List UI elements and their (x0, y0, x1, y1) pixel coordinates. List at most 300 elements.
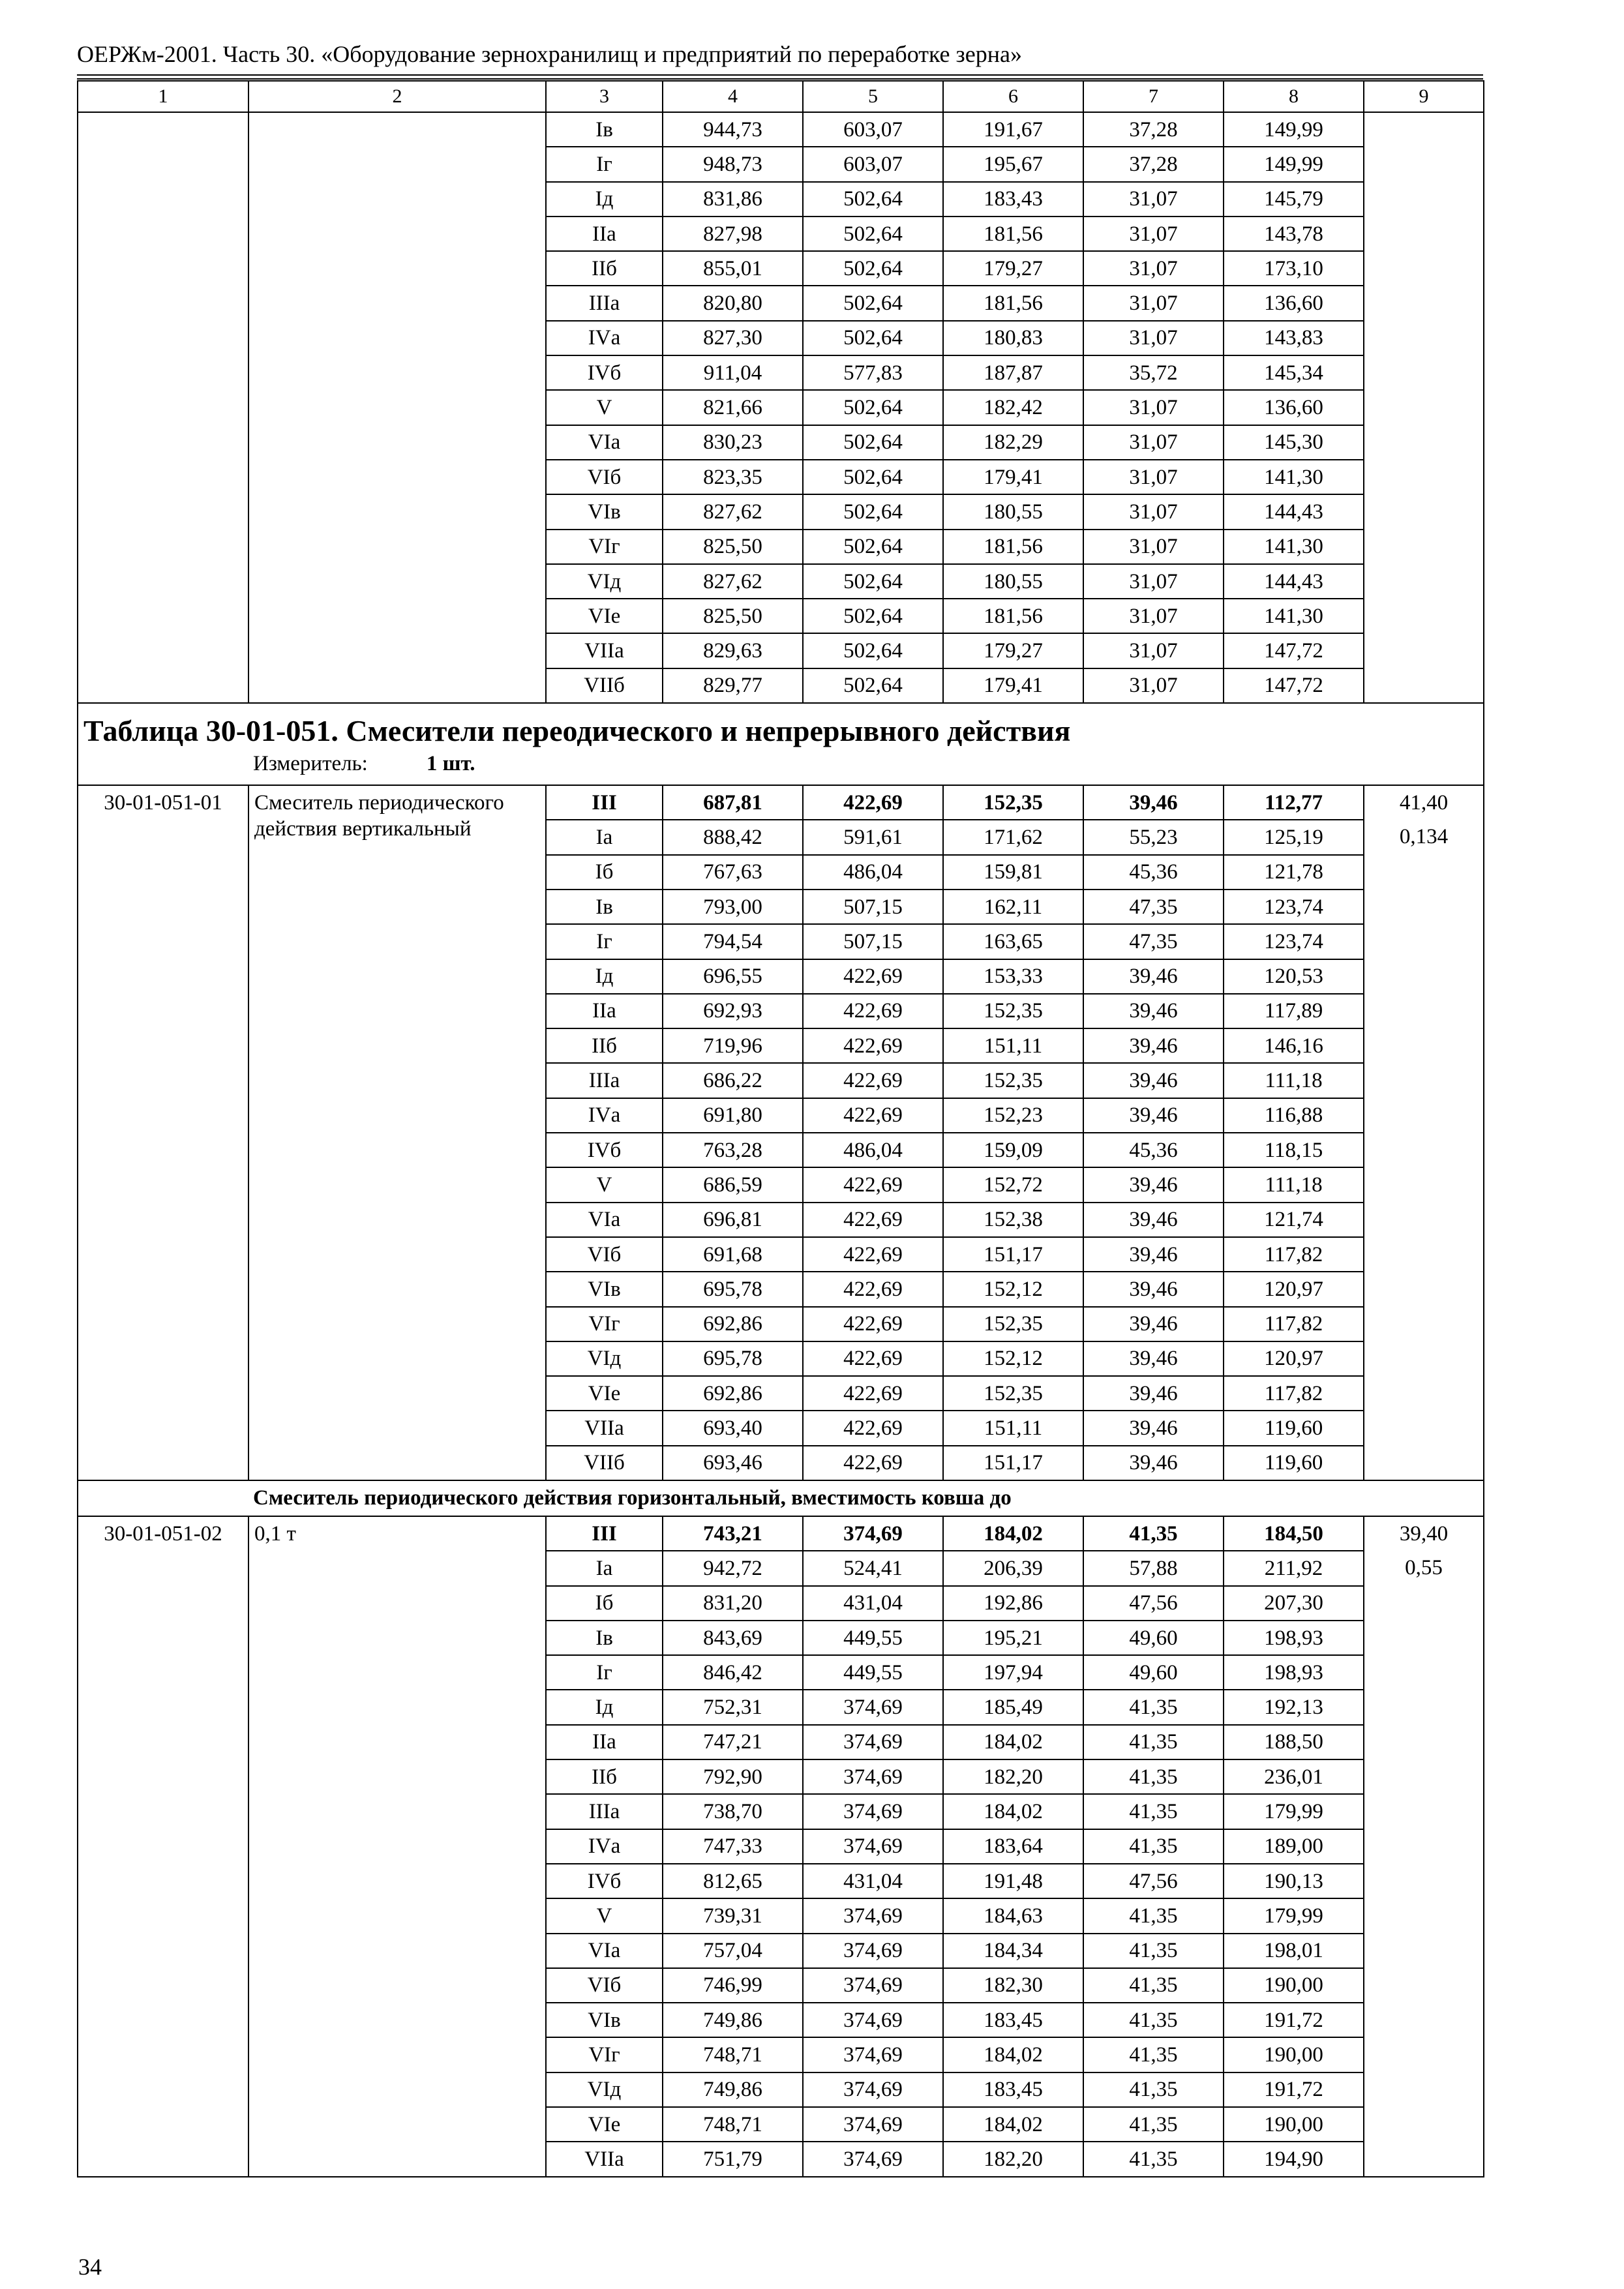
zone-cell: V (546, 390, 663, 425)
zone-cell: Iа (546, 820, 663, 854)
value-cell: 152,35 (943, 994, 1083, 1028)
value-cell: 763,28 (663, 1133, 803, 1167)
value-cell: 374,69 (803, 2142, 943, 2176)
zone-cell: VIг (546, 2037, 663, 2072)
value-cell: 117,82 (1224, 1237, 1364, 1272)
value-cell: 422,69 (803, 785, 943, 820)
value-cell: 119,60 (1224, 1411, 1364, 1445)
value-cell: 35,72 (1083, 355, 1224, 390)
value-cell: 180,83 (943, 321, 1083, 355)
value-cell: 151,11 (943, 1028, 1083, 1063)
value-cell: 152,35 (943, 785, 1083, 820)
value-cell: 41,35 (1083, 1759, 1224, 1794)
value-cell: 39,46 (1083, 1063, 1224, 1098)
value-cell: 422,69 (803, 1376, 943, 1411)
value-cell: 151,17 (943, 1237, 1083, 1272)
value-cell: 41,35 (1083, 1829, 1224, 1864)
value-cell: 152,35 (943, 1376, 1083, 1411)
value-cell: 843,69 (663, 1621, 803, 1655)
table-row (78, 112, 1484, 147)
value-cell: 749,86 (663, 2003, 803, 2037)
zone-cell: VIа (546, 425, 663, 460)
value-cell: 502,64 (803, 530, 943, 564)
value-cell: 696,55 (663, 959, 803, 994)
zone-cell: VIIб (546, 668, 663, 703)
zone-cell: IVа (546, 1098, 663, 1133)
value-cell: 31,07 (1083, 530, 1224, 564)
value-cell: 827,62 (663, 564, 803, 599)
value-cell: 152,12 (943, 1341, 1083, 1376)
value-cell: 117,89 (1224, 994, 1364, 1028)
zone-cell: VIIа (546, 2142, 663, 2176)
value-cell: 793,00 (663, 890, 803, 924)
zone-cell: III (546, 1516, 663, 1551)
value-cell: 911,04 (663, 355, 803, 390)
value-cell: 748,71 (663, 2107, 803, 2142)
value-cell: 39,46 (1083, 1272, 1224, 1306)
zone-cell: VIIа (546, 1411, 663, 1445)
value-cell: 31,07 (1083, 390, 1224, 425)
value-cell: 145,34 (1224, 355, 1364, 390)
value-cell: 502,64 (803, 460, 943, 494)
value-cell: 184,34 (943, 1934, 1083, 1968)
value-cell: 41,35 (1083, 2072, 1224, 2107)
value-cell: 206,39 (943, 1551, 1083, 1585)
value-cell: 182,29 (943, 425, 1083, 460)
zone-cell: VIб (546, 1968, 663, 2003)
value-cell: 422,69 (803, 1237, 943, 1272)
value-cell: 825,50 (663, 530, 803, 564)
value-cell: 143,83 (1224, 321, 1364, 355)
zone-cell: VIд (546, 1341, 663, 1376)
value-cell: 47,56 (1083, 1864, 1224, 1898)
value-cell: 374,69 (803, 2072, 943, 2107)
value-cell: 449,55 (803, 1621, 943, 1655)
value-cell: 182,20 (943, 2142, 1083, 2176)
value-cell: 144,43 (1224, 564, 1364, 599)
zone-cell: VIа (546, 1203, 663, 1237)
value-cell: 181,56 (943, 599, 1083, 633)
value-cell: 577,83 (803, 355, 943, 390)
value-cell: 182,30 (943, 1968, 1083, 2003)
zone-cell: Iд (546, 182, 663, 217)
value-cell: 190,00 (1224, 2107, 1364, 2142)
value-cell: 184,02 (943, 2037, 1083, 2072)
value-cell: 431,04 (803, 1586, 943, 1621)
zone-cell: VIв (546, 494, 663, 529)
value-cell: 123,74 (1224, 924, 1364, 959)
value-cell: 123,74 (1224, 890, 1364, 924)
value-cell: 179,27 (943, 251, 1083, 286)
value-cell: 173,10 (1224, 251, 1364, 286)
value-cell: 184,02 (943, 2107, 1083, 2142)
value-cell: 111,18 (1224, 1063, 1364, 1098)
value-cell: 47,35 (1083, 924, 1224, 959)
value-cell: 502,64 (803, 321, 943, 355)
value-cell: 422,69 (803, 1063, 943, 1098)
value-cell: 821,66 (663, 390, 803, 425)
value-cell: 159,81 (943, 855, 1083, 890)
value-cell: 374,69 (803, 1934, 943, 1968)
value-cell: 184,02 (943, 1725, 1083, 1759)
zone-cell: IIIа (546, 1063, 663, 1098)
value-cell: 136,60 (1224, 390, 1364, 425)
value-cell: 747,33 (663, 1829, 803, 1864)
extra-cell: 0,134 (1364, 820, 1484, 1480)
value-cell: 39,46 (1083, 1341, 1224, 1376)
zone-cell: VIв (546, 1272, 663, 1306)
value-cell: 181,56 (943, 286, 1083, 320)
extra-cell: 39,40 (1364, 1516, 1484, 1551)
value-cell: 119,60 (1224, 1446, 1364, 1480)
value-cell: 39,46 (1083, 1237, 1224, 1272)
item-code: 30-01-051-02 (78, 1516, 248, 2177)
column-number: 1 (78, 81, 248, 112)
value-cell: 183,64 (943, 1829, 1083, 1864)
value-cell: 179,41 (943, 460, 1083, 494)
value-cell: 31,07 (1083, 564, 1224, 599)
zone-cell: IIб (546, 251, 663, 286)
measure-label: Измеритель: (253, 752, 368, 776)
zone-cell: Iд (546, 1690, 663, 1724)
value-cell: 692,86 (663, 1307, 803, 1341)
value-cell: 502,64 (803, 390, 943, 425)
value-cell: 31,07 (1083, 460, 1224, 494)
zone-cell: VIд (546, 564, 663, 599)
value-cell: 57,88 (1083, 1551, 1224, 1585)
value-cell: 41,35 (1083, 2107, 1224, 2142)
value-cell: 944,73 (663, 112, 803, 147)
value-cell: 422,69 (803, 1098, 943, 1133)
value-cell: 41,35 (1083, 1968, 1224, 2003)
item-code: 30-01-051-01 (78, 785, 248, 1480)
zone-cell: VIг (546, 1307, 663, 1341)
value-cell: 422,69 (803, 1446, 943, 1480)
value-cell: 747,21 (663, 1725, 803, 1759)
subheading: Смеситель периодического действия горизонтальный, вместимость ковша до (78, 1480, 1484, 1516)
value-cell: 145,79 (1224, 182, 1364, 217)
value-cell: 183,45 (943, 2003, 1083, 2037)
value-cell: 743,21 (663, 1516, 803, 1551)
zone-cell: VIг (546, 530, 663, 564)
value-cell: 524,41 (803, 1551, 943, 1585)
table-title-row (78, 703, 1484, 785)
value-cell: 812,65 (663, 1864, 803, 1898)
value-cell: 190,00 (1224, 2037, 1364, 2072)
value-cell: 686,22 (663, 1063, 803, 1098)
value-cell: 147,72 (1224, 633, 1364, 668)
value-cell: 767,63 (663, 855, 803, 890)
value-cell: 422,69 (803, 1307, 943, 1341)
zone-cell: IIIа (546, 286, 663, 320)
value-cell: 502,64 (803, 425, 943, 460)
zone-cell: IVб (546, 1133, 663, 1167)
value-cell: 591,61 (803, 820, 943, 854)
value-cell: 507,15 (803, 924, 943, 959)
zone-cell: IIIа (546, 1794, 663, 1829)
value-cell: 687,81 (663, 785, 803, 820)
value-cell: 31,07 (1083, 321, 1224, 355)
value-cell: 49,60 (1083, 1655, 1224, 1690)
zone-cell: Iб (546, 1586, 663, 1621)
item-name: 0,1 т (248, 1516, 546, 2177)
value-cell: 696,81 (663, 1203, 803, 1237)
value-cell: 31,07 (1083, 633, 1224, 668)
value-cell: 846,42 (663, 1655, 803, 1690)
value-cell: 179,99 (1224, 1898, 1364, 1933)
value-cell: 603,07 (803, 112, 943, 147)
value-cell: 191,48 (943, 1864, 1083, 1898)
value-cell: 141,30 (1224, 599, 1364, 633)
value-cell: 603,07 (803, 147, 943, 181)
value-cell: 422,69 (803, 1167, 943, 1202)
column-number: 4 (663, 81, 803, 112)
value-cell: 757,04 (663, 1934, 803, 1968)
value-cell: 693,46 (663, 1446, 803, 1480)
zone-cell: VIIа (546, 633, 663, 668)
value-cell: 374,69 (803, 1516, 943, 1551)
zone-cell: Iг (546, 924, 663, 959)
value-cell: 502,64 (803, 494, 943, 529)
table-row (78, 1516, 1484, 1551)
value-cell: 31,07 (1083, 425, 1224, 460)
value-cell: 686,59 (663, 1167, 803, 1202)
value-cell: 143,78 (1224, 217, 1364, 251)
value-cell: 31,07 (1083, 251, 1224, 286)
value-cell: 121,78 (1224, 855, 1364, 890)
header-rule (77, 74, 1483, 76)
value-cell: 116,88 (1224, 1098, 1364, 1133)
zone-cell: IVб (546, 355, 663, 390)
subheading-row (78, 1480, 1484, 1516)
value-cell: 45,36 (1083, 1133, 1224, 1167)
value-cell: 948,73 (663, 147, 803, 181)
column-number: 9 (1364, 81, 1484, 112)
value-cell: 152,35 (943, 1063, 1083, 1098)
value-cell: 45,36 (1083, 855, 1224, 890)
value-cell: 41,35 (1083, 1794, 1224, 1829)
value-cell: 374,69 (803, 1725, 943, 1759)
table-title: Таблица 30-01-051. Смесители переодического и непрерывного действия (83, 714, 1071, 748)
value-cell: 47,56 (1083, 1586, 1224, 1621)
value-cell: 746,99 (663, 1968, 803, 2003)
value-cell: 120,97 (1224, 1272, 1364, 1306)
extra-cell: 41,40 (1364, 785, 1484, 820)
value-cell: 152,72 (943, 1167, 1083, 1202)
value-cell: 182,42 (943, 390, 1083, 425)
value-cell: 144,43 (1224, 494, 1364, 529)
table-title-cell (78, 703, 1484, 785)
zone-cell: VIд (546, 2072, 663, 2107)
extra-cell (1364, 112, 1484, 703)
value-cell: 207,30 (1224, 1586, 1364, 1621)
value-cell: 827,30 (663, 321, 803, 355)
value-cell: 831,20 (663, 1586, 803, 1621)
column-number: 3 (546, 81, 663, 112)
value-cell: 374,69 (803, 1690, 943, 1724)
value-cell: 198,01 (1224, 1934, 1364, 1968)
value-cell: 502,64 (803, 217, 943, 251)
value-cell: 39,46 (1083, 1028, 1224, 1063)
zone-cell: Iг (546, 1655, 663, 1690)
value-cell: 695,78 (663, 1341, 803, 1376)
value-cell: 831,86 (663, 182, 803, 217)
value-cell: 236,01 (1224, 1759, 1364, 1794)
code-cell (78, 112, 248, 703)
value-cell: 183,45 (943, 2072, 1083, 2107)
zone-cell: V (546, 1167, 663, 1202)
value-cell: 374,69 (803, 1759, 943, 1794)
value-cell: 189,00 (1224, 1829, 1364, 1864)
zone-cell: IIб (546, 1759, 663, 1794)
value-cell: 823,35 (663, 460, 803, 494)
value-cell: 41,35 (1083, 1725, 1224, 1759)
measure-value: 1 шт. (426, 752, 475, 776)
zone-cell: Iг (546, 147, 663, 181)
value-cell: 31,07 (1083, 668, 1224, 703)
value-cell: 502,64 (803, 633, 943, 668)
value-cell: 184,02 (943, 1516, 1083, 1551)
value-cell: 748,71 (663, 2037, 803, 2072)
value-cell: 692,86 (663, 1376, 803, 1411)
column-number: 8 (1224, 81, 1364, 112)
value-cell: 41,35 (1083, 2142, 1224, 2176)
value-cell: 39,46 (1083, 1411, 1224, 1445)
zone-cell: VIб (546, 1237, 663, 1272)
value-cell: 194,90 (1224, 2142, 1364, 2176)
value-cell: 374,69 (803, 2107, 943, 2142)
value-cell: 829,63 (663, 633, 803, 668)
value-cell: 31,07 (1083, 217, 1224, 251)
zone-cell: VIв (546, 2003, 663, 2037)
value-cell: 693,40 (663, 1411, 803, 1445)
value-cell: 39,46 (1083, 1203, 1224, 1237)
value-cell: 153,33 (943, 959, 1083, 994)
value-cell: 184,02 (943, 1794, 1083, 1829)
value-cell: 49,60 (1083, 1621, 1224, 1655)
zone-cell: Iд (546, 959, 663, 994)
header-rule-double (77, 78, 1483, 80)
value-cell: 111,18 (1224, 1167, 1364, 1202)
column-number: 2 (248, 81, 546, 112)
value-cell: 180,55 (943, 494, 1083, 529)
value-cell: 374,69 (803, 1794, 943, 1829)
value-cell: 502,64 (803, 251, 943, 286)
value-cell: 118,15 (1224, 1133, 1364, 1167)
zone-cell: IIа (546, 217, 663, 251)
zone-cell: Iв (546, 112, 663, 147)
value-cell: 739,31 (663, 1898, 803, 1933)
value-cell: 31,07 (1083, 599, 1224, 633)
value-cell: 163,65 (943, 924, 1083, 959)
value-cell: 486,04 (803, 855, 943, 890)
value-cell: 942,72 (663, 1551, 803, 1585)
value-cell: 31,07 (1083, 286, 1224, 320)
price-table (77, 80, 1484, 2177)
value-cell: 141,30 (1224, 460, 1364, 494)
value-cell: 39,46 (1083, 785, 1224, 820)
zone-cell: IIа (546, 994, 663, 1028)
value-cell: 374,69 (803, 1898, 943, 1933)
value-cell: 39,46 (1083, 1376, 1224, 1411)
value-cell: 486,04 (803, 1133, 943, 1167)
value-cell: 502,64 (803, 182, 943, 217)
value-cell: 152,12 (943, 1272, 1083, 1306)
value-cell: 152,35 (943, 1307, 1083, 1341)
value-cell: 184,63 (943, 1898, 1083, 1933)
value-cell: 188,50 (1224, 1725, 1364, 1759)
value-cell: 47,35 (1083, 890, 1224, 924)
value-cell: 151,11 (943, 1411, 1083, 1445)
value-cell: 191,67 (943, 112, 1083, 147)
value-cell: 752,31 (663, 1690, 803, 1724)
zone-cell: IVа (546, 321, 663, 355)
value-cell: 195,21 (943, 1621, 1083, 1655)
value-cell: 55,23 (1083, 820, 1224, 854)
value-cell: 145,30 (1224, 425, 1364, 460)
zone-cell: Iв (546, 890, 663, 924)
zone-cell: IIа (546, 1725, 663, 1759)
value-cell: 39,46 (1083, 994, 1224, 1028)
value-cell: 149,99 (1224, 112, 1364, 147)
zone-cell: VIа (546, 1934, 663, 1968)
zone-cell: III (546, 785, 663, 820)
value-cell: 197,94 (943, 1655, 1083, 1690)
value-cell: 41,35 (1083, 1690, 1224, 1724)
value-cell: 120,97 (1224, 1341, 1364, 1376)
value-cell: 691,68 (663, 1237, 803, 1272)
value-cell: 422,69 (803, 1411, 943, 1445)
zone-cell: Iб (546, 855, 663, 890)
page-number: 34 (78, 2254, 102, 2280)
value-cell: 149,99 (1224, 147, 1364, 181)
extra-cell: 0,55 (1364, 1551, 1484, 2176)
value-cell: 195,67 (943, 147, 1083, 181)
value-cell: 422,69 (803, 959, 943, 994)
value-cell: 198,93 (1224, 1621, 1364, 1655)
value-cell: 39,46 (1083, 959, 1224, 994)
zone-cell: IIб (546, 1028, 663, 1063)
measure-line (78, 749, 1483, 778)
value-cell: 152,38 (943, 1203, 1083, 1237)
value-cell: 827,98 (663, 217, 803, 251)
value-cell: 190,00 (1224, 1968, 1364, 2003)
value-cell: 117,82 (1224, 1376, 1364, 1411)
value-cell: 192,13 (1224, 1690, 1364, 1724)
value-cell: 211,92 (1224, 1551, 1364, 1585)
item-name: Смеситель периодического действия вертикальный (248, 785, 546, 1480)
value-cell: 31,07 (1083, 494, 1224, 529)
value-cell: 39,46 (1083, 1307, 1224, 1341)
value-cell: 125,19 (1224, 820, 1364, 854)
value-cell: 422,69 (803, 1028, 943, 1063)
zone-cell: IVа (546, 1829, 663, 1864)
zone-cell: VIе (546, 1376, 663, 1411)
document-header: ОЕРЖм-2001. Часть 30. «Оборудование зернохранилищ и предприятий по переработке зерна» (77, 41, 1022, 67)
value-cell: 431,04 (803, 1864, 943, 1898)
value-cell: 112,77 (1224, 785, 1364, 820)
value-cell: 749,86 (663, 2072, 803, 2107)
value-cell: 39,46 (1083, 1167, 1224, 1202)
column-number: 5 (803, 81, 943, 112)
value-cell: 141,30 (1224, 530, 1364, 564)
table-row (78, 785, 1484, 820)
value-cell: 502,64 (803, 564, 943, 599)
value-cell: 37,28 (1083, 112, 1224, 147)
value-cell: 751,79 (663, 2142, 803, 2176)
value-cell: 171,62 (943, 820, 1083, 854)
value-cell: 738,70 (663, 1794, 803, 1829)
